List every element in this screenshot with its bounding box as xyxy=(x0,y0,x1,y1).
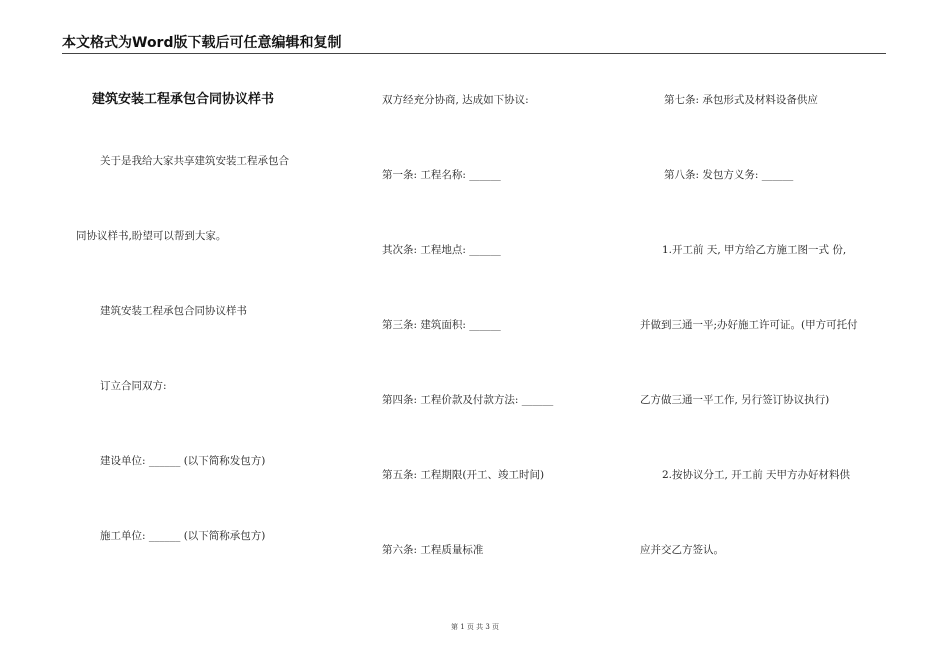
paragraph-line: 第三条: 建筑面积: ______ xyxy=(382,319,501,331)
paragraph-line: 双方经充分协商, 达成如下协议: xyxy=(382,94,529,106)
paragraph-line: 1.开工前 天, 甲方给乙方施工图一式 份, xyxy=(662,244,847,256)
paragraph-line: 其次条: 工程地点: ______ xyxy=(382,244,501,256)
document-header-banner: 本文格式为Word版下载后可任意编辑和复制 xyxy=(62,35,342,51)
paragraph-line: 订立合同双方: xyxy=(100,380,167,392)
paragraph-line: 第七条: 承包形式及材料设备供应 xyxy=(664,94,818,106)
paragraph-line: 并做到三通一平;办好施工许可证。(甲方可托付 xyxy=(640,319,858,331)
page-number-footer: 第 1 页 共 3 页 xyxy=(450,623,500,631)
paragraph-line: 同协议样书,盼望可以帮到大家。 xyxy=(76,230,227,242)
paragraph-line: 应并交乙方签认。 xyxy=(640,544,724,556)
paragraph-line: 施工单位: ______ (以下简称承包方) xyxy=(100,530,266,542)
document-title: 建筑安装工程承包合同协议样书 xyxy=(92,92,275,107)
paragraph-line: 2.按协议分工, 开工前 天甲方办好材料供 xyxy=(662,469,851,481)
paragraph-line: 乙方做三通一平工作, 另行签订协议执行) xyxy=(640,394,830,406)
paragraph-line: 第四条: 工程价款及付款方法: ______ xyxy=(382,394,554,406)
paragraph-line: 第一条: 工程名称: ______ xyxy=(382,169,501,181)
text-column-3 xyxy=(640,0,900,620)
paragraph-line: 建设单位: ______ (以下简称发包方) xyxy=(100,455,266,467)
text-column-1 xyxy=(62,0,312,620)
paragraph-line: 第五条: 工程期限(开工、竣工时间) xyxy=(382,469,545,481)
text-column-2 xyxy=(382,0,622,620)
paragraph-line: 第六条: 工程质量标准 xyxy=(382,544,484,556)
paragraph-line: 建筑安装工程承包合同协议样书 xyxy=(100,305,247,317)
paragraph-line: 关于是我给大家共享建筑安装工程承包合 xyxy=(100,155,289,167)
paragraph-line: 第八条: 发包方义务: ______ xyxy=(664,169,794,181)
